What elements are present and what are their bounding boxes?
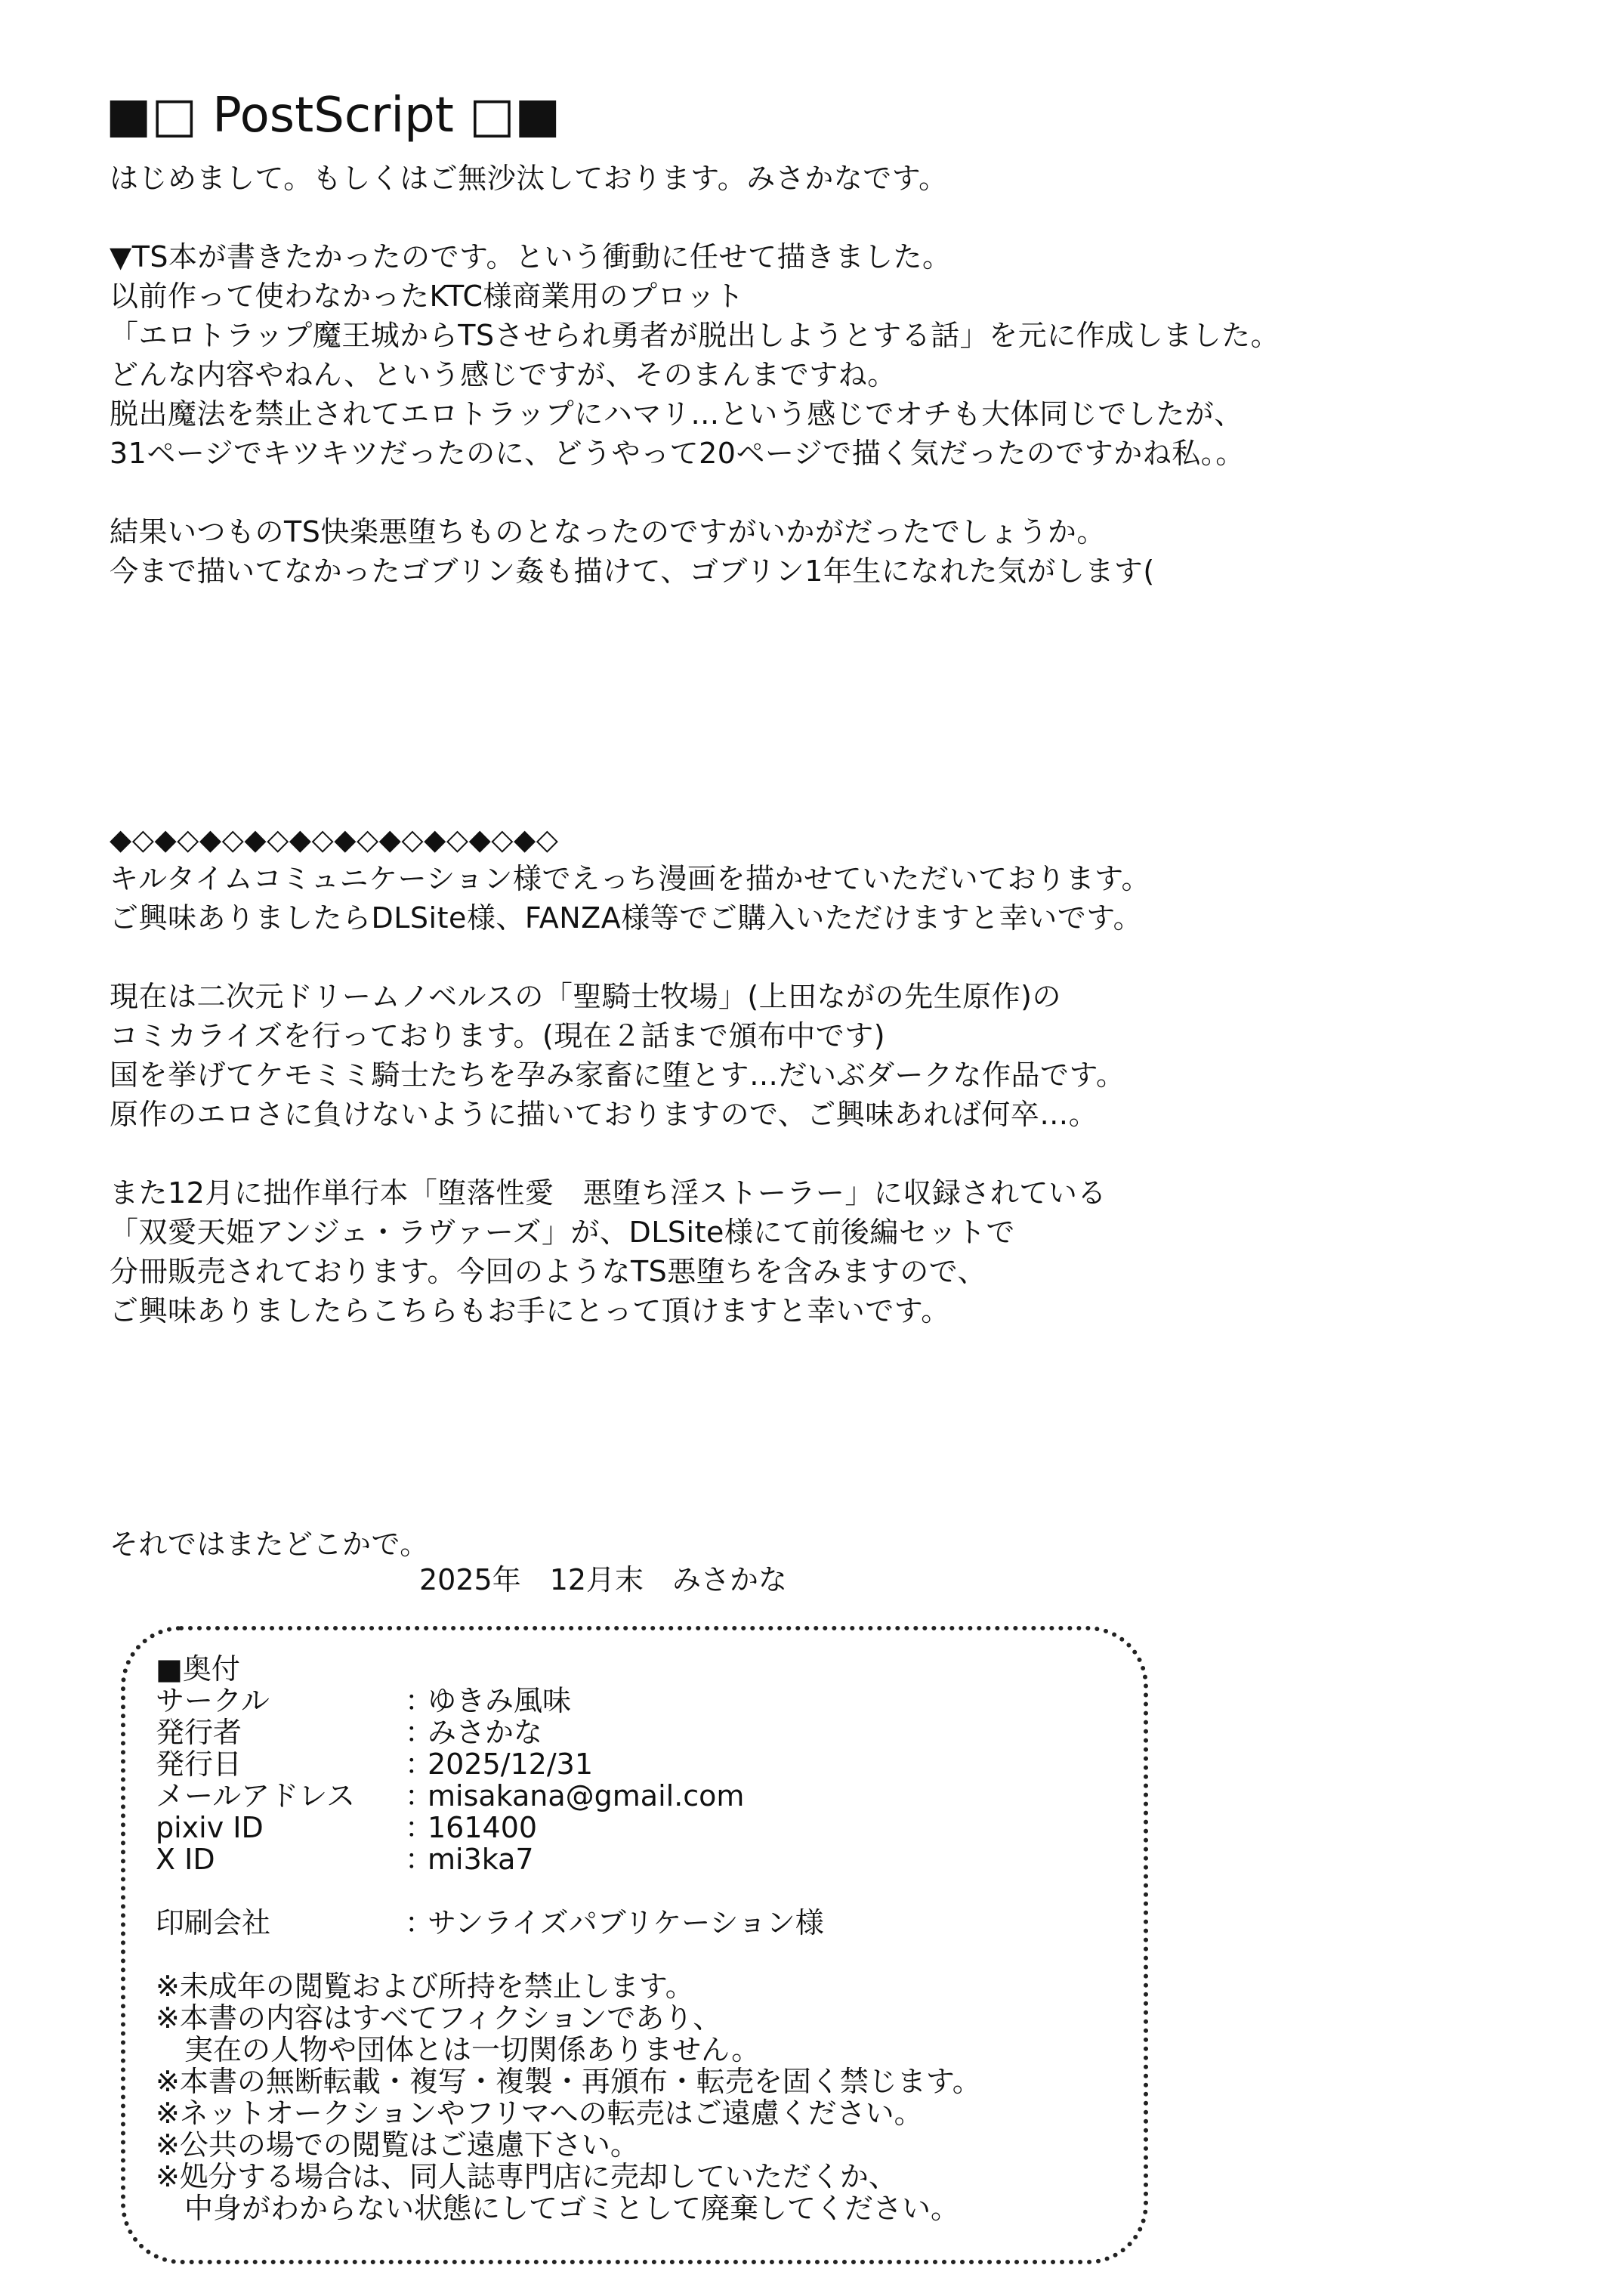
colophon-separator: ： — [405, 1779, 434, 1812]
colophon-separator: ： — [405, 1906, 434, 1939]
date-signature: 2025年 12月末 みさかな — [419, 1563, 788, 1596]
text-line: ▼TS本が書きたかったのです。という衝動に任せて描きました。 — [110, 240, 952, 273]
afterword-section — [110, 159, 1280, 591]
text-line: 31ページでキツキツだったのに、どうやって20ページで描く気だったのですかね私。。 — [110, 437, 1245, 470]
colophon-key: メールアドレス — [156, 1779, 356, 1812]
note-line: 実在の人物や団体とは一切関係ありません。 — [156, 2033, 761, 2066]
colophon-key: サークル — [156, 1684, 270, 1717]
colophon-row-email — [156, 1780, 981, 1812]
page-title: ■□ PostScript □■ — [106, 88, 561, 144]
note-line: ※本書の内容はすべてフィクションであり、 — [156, 2001, 722, 2035]
blank-line — [110, 198, 1280, 237]
note-line: ※ネットオークションやフリマへの転売はご遠慮ください。 — [156, 2097, 923, 2130]
closing-line: それではまたどこかで。 — [110, 1528, 429, 1561]
colophon-key: 印刷会社 — [156, 1906, 271, 1939]
colophon-row-date — [156, 1748, 981, 1780]
colophon-value: サンライズパブリケーション様 — [428, 1906, 824, 1939]
text-line: どんな内容やねん、という感じですが、そのまんまですね。 — [110, 358, 897, 391]
note-line: ※本書の無断転載・複写・複製・再頒布・転売を固く禁じます。 — [156, 2065, 981, 2098]
text-line: 現在は二次元ドリームノベルスの「聖騎士牧場」(上田ながの先生原作)の — [110, 980, 1061, 1013]
spacer — [156, 1939, 981, 1970]
text-line: また12月に拙作単行本「堕落性愛 悪堕ち淫ストーラー」に収録されている — [110, 1176, 1107, 1210]
text-line: 結果いつものTS快楽悪堕ちものとなったのですがいかがだったでしょうか。 — [110, 515, 1106, 549]
colophon-row-circle — [156, 1685, 981, 1717]
text-line: コミカライズを行っております。(現在２話まで頒布中です) — [110, 1019, 886, 1052]
blank-line — [110, 938, 1150, 977]
colophon-key: 発行日 — [156, 1748, 242, 1781]
diamond-divider: ◆◇◆◇◆◇◆◇◆◇◆◇◆◇◆◇◆◇◆◇ — [110, 823, 559, 856]
colophon-separator: ： — [405, 1748, 434, 1781]
colophon-row-publisher — [156, 1717, 981, 1748]
note-line: ※未成年の閲覧および所持を禁止します。 — [156, 1970, 694, 2003]
text-line: ご興味ありましたらこちらもお手にとって頂けますと幸いです。 — [110, 1294, 950, 1327]
note-line: ※処分する場合は、同人誌専門店に売却していただくか、 — [156, 2160, 897, 2193]
text-line: 脱出魔法を禁止されてエロトラップにハマリ…という感じでオチも大体同じでしたが、 — [110, 397, 1243, 431]
colophon-separator: ： — [405, 1843, 434, 1876]
colophon-notes — [156, 1970, 981, 2224]
colophon-value: 2025/12/31 — [428, 1748, 594, 1781]
text-line: 「双愛天姫アンジェ・ラヴァーズ」が、DLSite様にて前後編セットで — [110, 1216, 1015, 1249]
colophon-row-pixiv — [156, 1812, 981, 1843]
colophon-value: みさかな — [428, 1716, 543, 1749]
colophon-content — [156, 1653, 981, 2224]
colophon-box — [121, 1626, 1148, 2264]
text-line: はじめまして。もしくはご無沙汰しております。みさかなです。 — [110, 162, 948, 195]
promotion-section — [110, 820, 1150, 1330]
colophon-separator: ： — [405, 1684, 434, 1717]
text-line: 原作のエロさに負けないように描いておりますので、ご興味あれば何卒…。 — [110, 1098, 1098, 1131]
colophon-value: 161400 — [428, 1811, 538, 1844]
colophon-key: 発行者 — [156, 1716, 242, 1749]
spacer — [156, 1875, 981, 1907]
colophon-heading: ■奥付 — [156, 1652, 240, 1686]
colophon-row-printer — [156, 1907, 981, 1939]
colophon-key: pixiv ID — [156, 1811, 264, 1844]
text-line: 国を挙げてケモミミ騎士たちを孕み家畜に堕とす…だいぶダークな作品です。 — [110, 1058, 1125, 1092]
colophon-separator: ： — [405, 1811, 434, 1844]
note-line: 中身がわからない状態にしてゴミとして廃棄してください。 — [156, 2192, 960, 2225]
colophon-separator: ： — [405, 1716, 434, 1749]
blank-line — [110, 1134, 1150, 1173]
blank-line — [110, 473, 1280, 512]
text-line: 「エロトラップ魔王城からTSさせられ勇者が脱出しようとする話」を元に作成しました。 — [110, 319, 1280, 352]
colophon-value: misakana@gmail.com — [428, 1779, 745, 1812]
colophon-key: X ID — [156, 1843, 215, 1876]
text-line: 以前作って使わなかったKTC様商業用のプロット — [110, 280, 745, 313]
colophon-value: ゆきみ風味 — [428, 1684, 572, 1717]
colophon-value: mi3ka7 — [428, 1843, 534, 1876]
note-line: ※公共の場での閲覧はご遠慮下さい。 — [156, 2128, 639, 2162]
text-line: 今まで描いてなかったゴブリン姦も描けて、ゴブリン1年生になれた気がします( — [110, 555, 1155, 588]
text-line: ご興味ありましたらDLSite様、FANZA様等でご購入いただけますと幸いです。 — [110, 901, 1143, 935]
colophon-row-x — [156, 1843, 981, 1875]
text-line: キルタイムコミュニケーション様でえっち漫画を描かせていただいております。 — [110, 862, 1151, 895]
text-line: 分冊販売されております。今回のようなTS悪堕ちを含みますので、 — [110, 1255, 987, 1288]
